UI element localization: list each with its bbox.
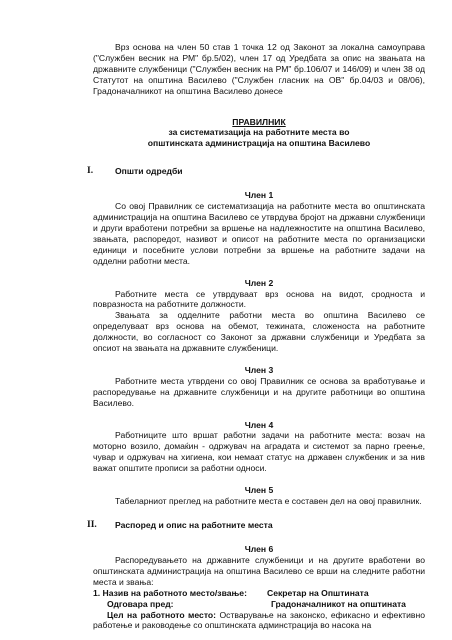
document-body [87,42,426,631]
position-goal [93,610,425,632]
goal-text: Остварување на законско, ефикасно и ефективно работење и раководење со општинската админстрација во насока на [93,609,426,631]
intro-paragraph: Врз основа на член 50 став 1 точка 12 од Законот за локална самоуправа ("Службен весник на РМ" бр.5/02), член 17 од Уредбата за опис на звањата на државните службеници ("Службен весник на РМ" бр.106/07 и 146/09) и член 38 од Статутот на општина Василево ("Службен гласник на ОВ" бр.04/03 и 08/06), Градоначалникот на општина Василево донесе [93,42,425,96]
section-heading-2 [87,519,425,531]
article-text: Распоредувањето на државните службеници и на другите вработени во општинската администрација на општина Василево се врши на следните работни места и звања: [93,554,425,587]
reports-value: Градоначалникот на општината [271,598,406,609]
section-number: I. [87,166,94,177]
position-label: 1. Назив на работното место/звање: [93,587,247,598]
document-subtitle-line2: општинската администрација на општина Василево [147,138,371,149]
goal-label: Цел на работното место: [107,609,217,620]
article-text: Звањата за одделните работни места во општина Василево се определуваат врз основа на обемот, тежината, сложеноста на работните должности, во согласност со Законот за државни службеници и Уредбата за опсиот на звањата на државните службеници. [93,310,425,354]
article-text: Работниците што вршат работни задачи на работните места: возач на моторно возило, домаќин - одржувач на аградата и системот за парно греење, чувар и одржувач на хигиена, кои немаат статус на државен службеник и за нив важат општите прописи за работни односи. [93,430,425,474]
article-heading: Член 6 [244,543,274,554]
section-title: Распоред и опис на работните места [115,519,273,530]
article-heading: Член 1 [244,190,274,201]
article-heading: Член 2 [244,277,274,288]
position-reports-row [93,599,425,610]
article-text: Со овој Правилник се систематизација на работните места во општинската администрација на општина Василево се утврдува бројот на државни службеници и други вработени потребни за вршење на надлежностите на општина Василево, звањата, распоредот, називот и описот на работните места по организациски единици и посебните услови потребни за вршење на работните задачи на одделни работни места. [93,201,425,266]
section-number: II. [87,519,97,530]
document-subtitle-line1: за систематизација на работните места во [168,127,350,138]
article-text: Табеларниот преглед на работните места е составен дел на овој правилник. [115,496,422,506]
article-heading: Член 5 [244,485,274,496]
article-heading: Член 4 [244,419,274,430]
position-title-row [93,588,425,599]
section-heading-1 [87,166,425,177]
document-title: ПРАВИЛНИК [232,116,286,127]
reports-label: Одговара пред: [107,598,174,609]
article-text: Работните места се утврдуваат врз основа на видот, сродноста и повразноста на работните должности. [93,288,425,310]
position-value: Секретар на Општината [267,587,369,598]
article-heading: Член 3 [244,364,274,375]
section-title: Општи одредби [115,166,183,177]
article-text: Работните места утврдени со овој Правилник се основа за вработување и распоредување на државните службеници и на другите работници во општина Василево. [93,375,425,408]
